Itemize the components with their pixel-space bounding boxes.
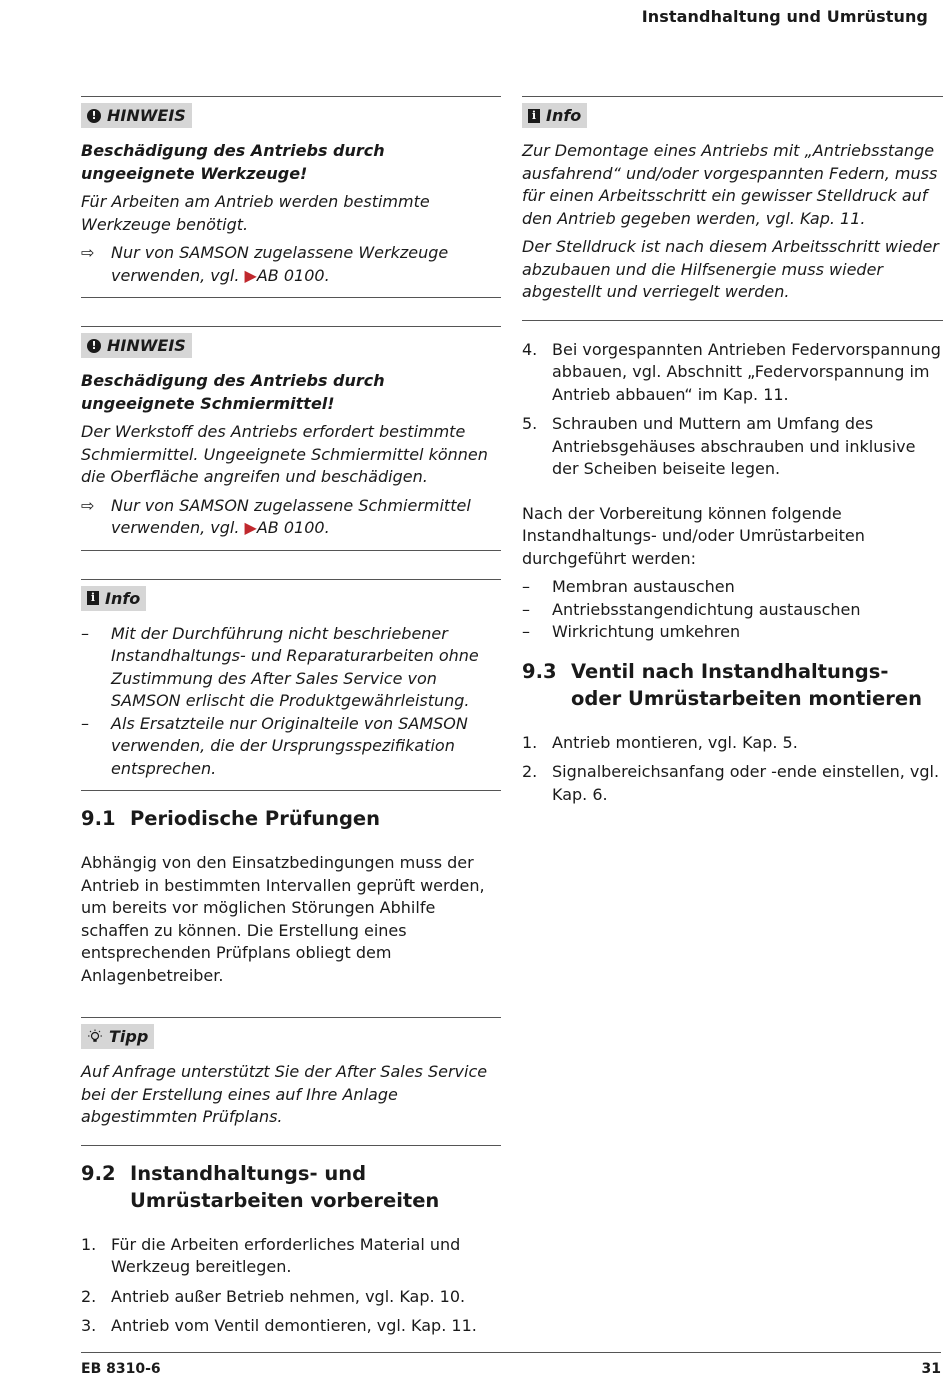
exclamation-icon: !: [87, 339, 101, 353]
list-item-text: Schrauben und Muttern am Umfang des Antriebsgehäuses abschrauben und inklusive der Scheiben beiseite legen.: [552, 414, 916, 478]
info-badge: [522, 103, 587, 128]
list-item: 3. Antrieb vom Ventil demontieren, vgl. Kap. 11.: [81, 1315, 501, 1338]
notice-box-tools: [81, 96, 501, 298]
notice-box-lubricants: [81, 326, 501, 551]
list-item: – Membran austauschen: [522, 576, 943, 599]
info-text: Zur Demontage eines Antriebs mit „Antriebsstange ausfahrend“ und/oder vorgespannten Federn, muss für einen Arbeitsschritt ein gewisser Stelldruck auf den Antrieb gegeben werden, vgl. Kap. 11.: [522, 141, 938, 228]
reference-marker-icon: ▶: [244, 265, 257, 285]
notice-badge: [81, 103, 192, 128]
list-item-text: Bei vorgespannten Antrieben Federvorspannung abbauen, vgl. Abschnitt „Federvorspannung im Antrieb abbauen“ im Kap. 11.: [552, 339, 941, 404]
section-9-3: [522, 658, 943, 807]
notice-badge-label: HINWEIS: [107, 336, 186, 355]
notice-action-text: Nur von SAMSON zugelassene Schmiermittel verwenden, vgl.: [111, 495, 471, 537]
reference-link[interactable]: AB 0100.: [256, 265, 330, 285]
lightbulb-icon: [87, 1029, 103, 1045]
section-title: Ventil nach Instandhaltungs- oder Umrüstarbeiten montieren: [571, 659, 922, 710]
section-text: Abhängig von den Einsatzbedingungen muss der Antrieb in bestimmten Intervallen geprüft werden, um bereits vor möglichen Störungen Abhilfe schaffen zu können. Die Erstellung eines entsprechenden Prüfplans obliegt dem Anlagenbetreiber.: [81, 853, 485, 985]
notice-title: Beschädigung des Antriebs durch ungeeignete Werkzeuge!: [81, 141, 385, 183]
list-item: – Mit der Durchführung nicht beschriebener Instandhaltungs- und Reparaturarbeiten ohne Zustimmung des After Sales Service von SAMSON erlischt die Produktgewährleistung.: [81, 623, 501, 713]
list-item: – Wirkrichtung umkehren: [522, 621, 943, 644]
steps-list: [522, 339, 943, 481]
steps-list: [81, 1234, 501, 1338]
section-heading: [81, 1160, 501, 1214]
info-list: [81, 623, 501, 781]
footer-document-id: EB 8310-6: [81, 1361, 161, 1377]
notice-badge: [81, 333, 192, 358]
exclamation-icon: !: [87, 109, 101, 123]
arrow-right-icon: ⇨: [81, 243, 95, 262]
info-text: Der Stelldruck ist nach diesem Arbeitsschritt wieder abzubauen und die Hilfsenergie muss wieder abgestellt und verriegelt werden.: [522, 237, 939, 301]
section-heading: [522, 658, 943, 712]
list-item: – Als Ersatzteile nur Originalteile von SAMSON verwenden, die der Ursprungsspezifikation entsprechen.: [81, 713, 501, 781]
list-item-text: Membran austauschen: [552, 577, 735, 596]
notice-badge-label: HINWEIS: [107, 106, 186, 125]
list-item-text: Mit der Durchführung nicht beschriebener Instandhaltungs- und Reparaturarbeiten ohne Zustimmung des After Sales Service von SAMSON erlischt die Produktgewährleistung.: [111, 623, 479, 710]
info-badge: [81, 586, 146, 611]
tip-text: Auf Anfrage unterstützt Sie der After Sales Service bei der Erstellung eines auf Ihre Anlage abgestimmten Prüfplans.: [81, 1062, 488, 1126]
right-column: [522, 96, 943, 813]
notice-title: Beschädigung des Antriebs durch ungeeignete Schmiermittel!: [81, 371, 385, 413]
tasks-list: [522, 576, 943, 644]
notice-action-text: Nur von SAMSON zugelassene Werkzeuge verwenden, vgl.: [111, 243, 449, 285]
tip-badge: [81, 1024, 154, 1049]
notice-text: Für Arbeiten am Antrieb werden bestimmte Werkzeuge benötigt.: [81, 192, 430, 234]
list-item: 4. Bei vorgespannten Antrieben Federvorspannung abbauen, vgl. Abschnitt „Federvorspannung im Antrieb abbauen“ im Kap. 11.: [522, 339, 943, 407]
section-heading: [81, 805, 501, 832]
list-item: 2. Signalbereichsanfang oder -ende einstellen, vgl. Kap. 6.: [522, 761, 943, 806]
footer-divider: [81, 1352, 941, 1353]
notice-action: [81, 495, 501, 540]
reference-marker-icon: ▶: [244, 518, 257, 537]
list-item: 2. Antrieb außer Betrieb nehmen, vgl. Kap. 10.: [81, 1286, 501, 1309]
footer-page-number: 31: [921, 1361, 941, 1377]
steps-list: [522, 732, 943, 807]
notice-action: [81, 242, 501, 287]
arrow-right-icon: ⇨: [81, 495, 95, 515]
info-badge-label: Info: [546, 106, 582, 125]
list-item-text: Antrieb außer Betrieb nehmen, vgl. Kap. 10.: [111, 1286, 466, 1306]
page-header-title: Instandhaltung und Umrüstung: [641, 7, 928, 26]
list-item-text: Für die Arbeiten erforderliches Material und Werkzeug bereitlegen.: [111, 1234, 461, 1276]
list-item-text: Antrieb montieren, vgl. Kap. 5.: [552, 732, 798, 752]
info-box-warranty: [81, 579, 501, 792]
after-text: Nach der Vorbereitung können folgende Instandhaltungs- und/oder Umrüstarbeiten durchgeführt werden:: [522, 503, 865, 568]
notice-text: Der Werkstoff des Antriebs erfordert bestimmte Schmiermittel. Ungeeignete Schmiermittel können die Oberfläche angreifen und beschädigen.: [81, 422, 488, 486]
tip-badge-label: Tipp: [109, 1027, 149, 1046]
section-title: Periodische Prüfungen: [130, 807, 381, 830]
list-item: 1. Antrieb montieren, vgl. Kap. 5.: [522, 732, 943, 755]
list-item-text: Wirkrichtung umkehren: [552, 622, 741, 641]
info-box-disassembly: [522, 96, 943, 321]
left-column: [81, 96, 501, 1345]
section-number: 9.1: [81, 807, 116, 830]
tip-box: [81, 1017, 501, 1146]
list-item-text: Signalbereichsanfang oder -ende einstellen, vgl. Kap. 6.: [552, 762, 940, 804]
info-icon: i: [87, 591, 99, 605]
reference-link[interactable]: AB 0100.: [256, 518, 330, 537]
list-item: 1. Für die Arbeiten erforderliches Material und Werkzeug bereitlegen.: [81, 1234, 501, 1279]
section-title: Instandhaltungs- und Umrüstarbeiten vorbereiten: [130, 1161, 440, 1212]
list-item: 5. Schrauben und Muttern am Umfang des Antriebsgehäuses abschrauben und inklusive der Scheiben beiseite legen.: [522, 413, 943, 481]
list-item-text: Antrieb vom Ventil demontieren, vgl. Kap. 11.: [111, 1316, 477, 1335]
list-item: – Antriebsstangendichtung austauschen: [522, 599, 943, 622]
info-icon: i: [528, 109, 540, 123]
section-number: 9.3: [522, 659, 557, 683]
list-item-text: Als Ersatzteile nur Originalteile von SAMSON verwenden, die der Ursprungsspezifikation entsprechen.: [111, 713, 468, 778]
info-badge-label: Info: [105, 588, 141, 608]
section-9-1: [81, 805, 501, 987]
section-number: 9.2: [81, 1161, 116, 1185]
list-item-text: Antriebsstangendichtung austauschen: [552, 599, 861, 619]
section-9-2: [81, 1160, 501, 1338]
